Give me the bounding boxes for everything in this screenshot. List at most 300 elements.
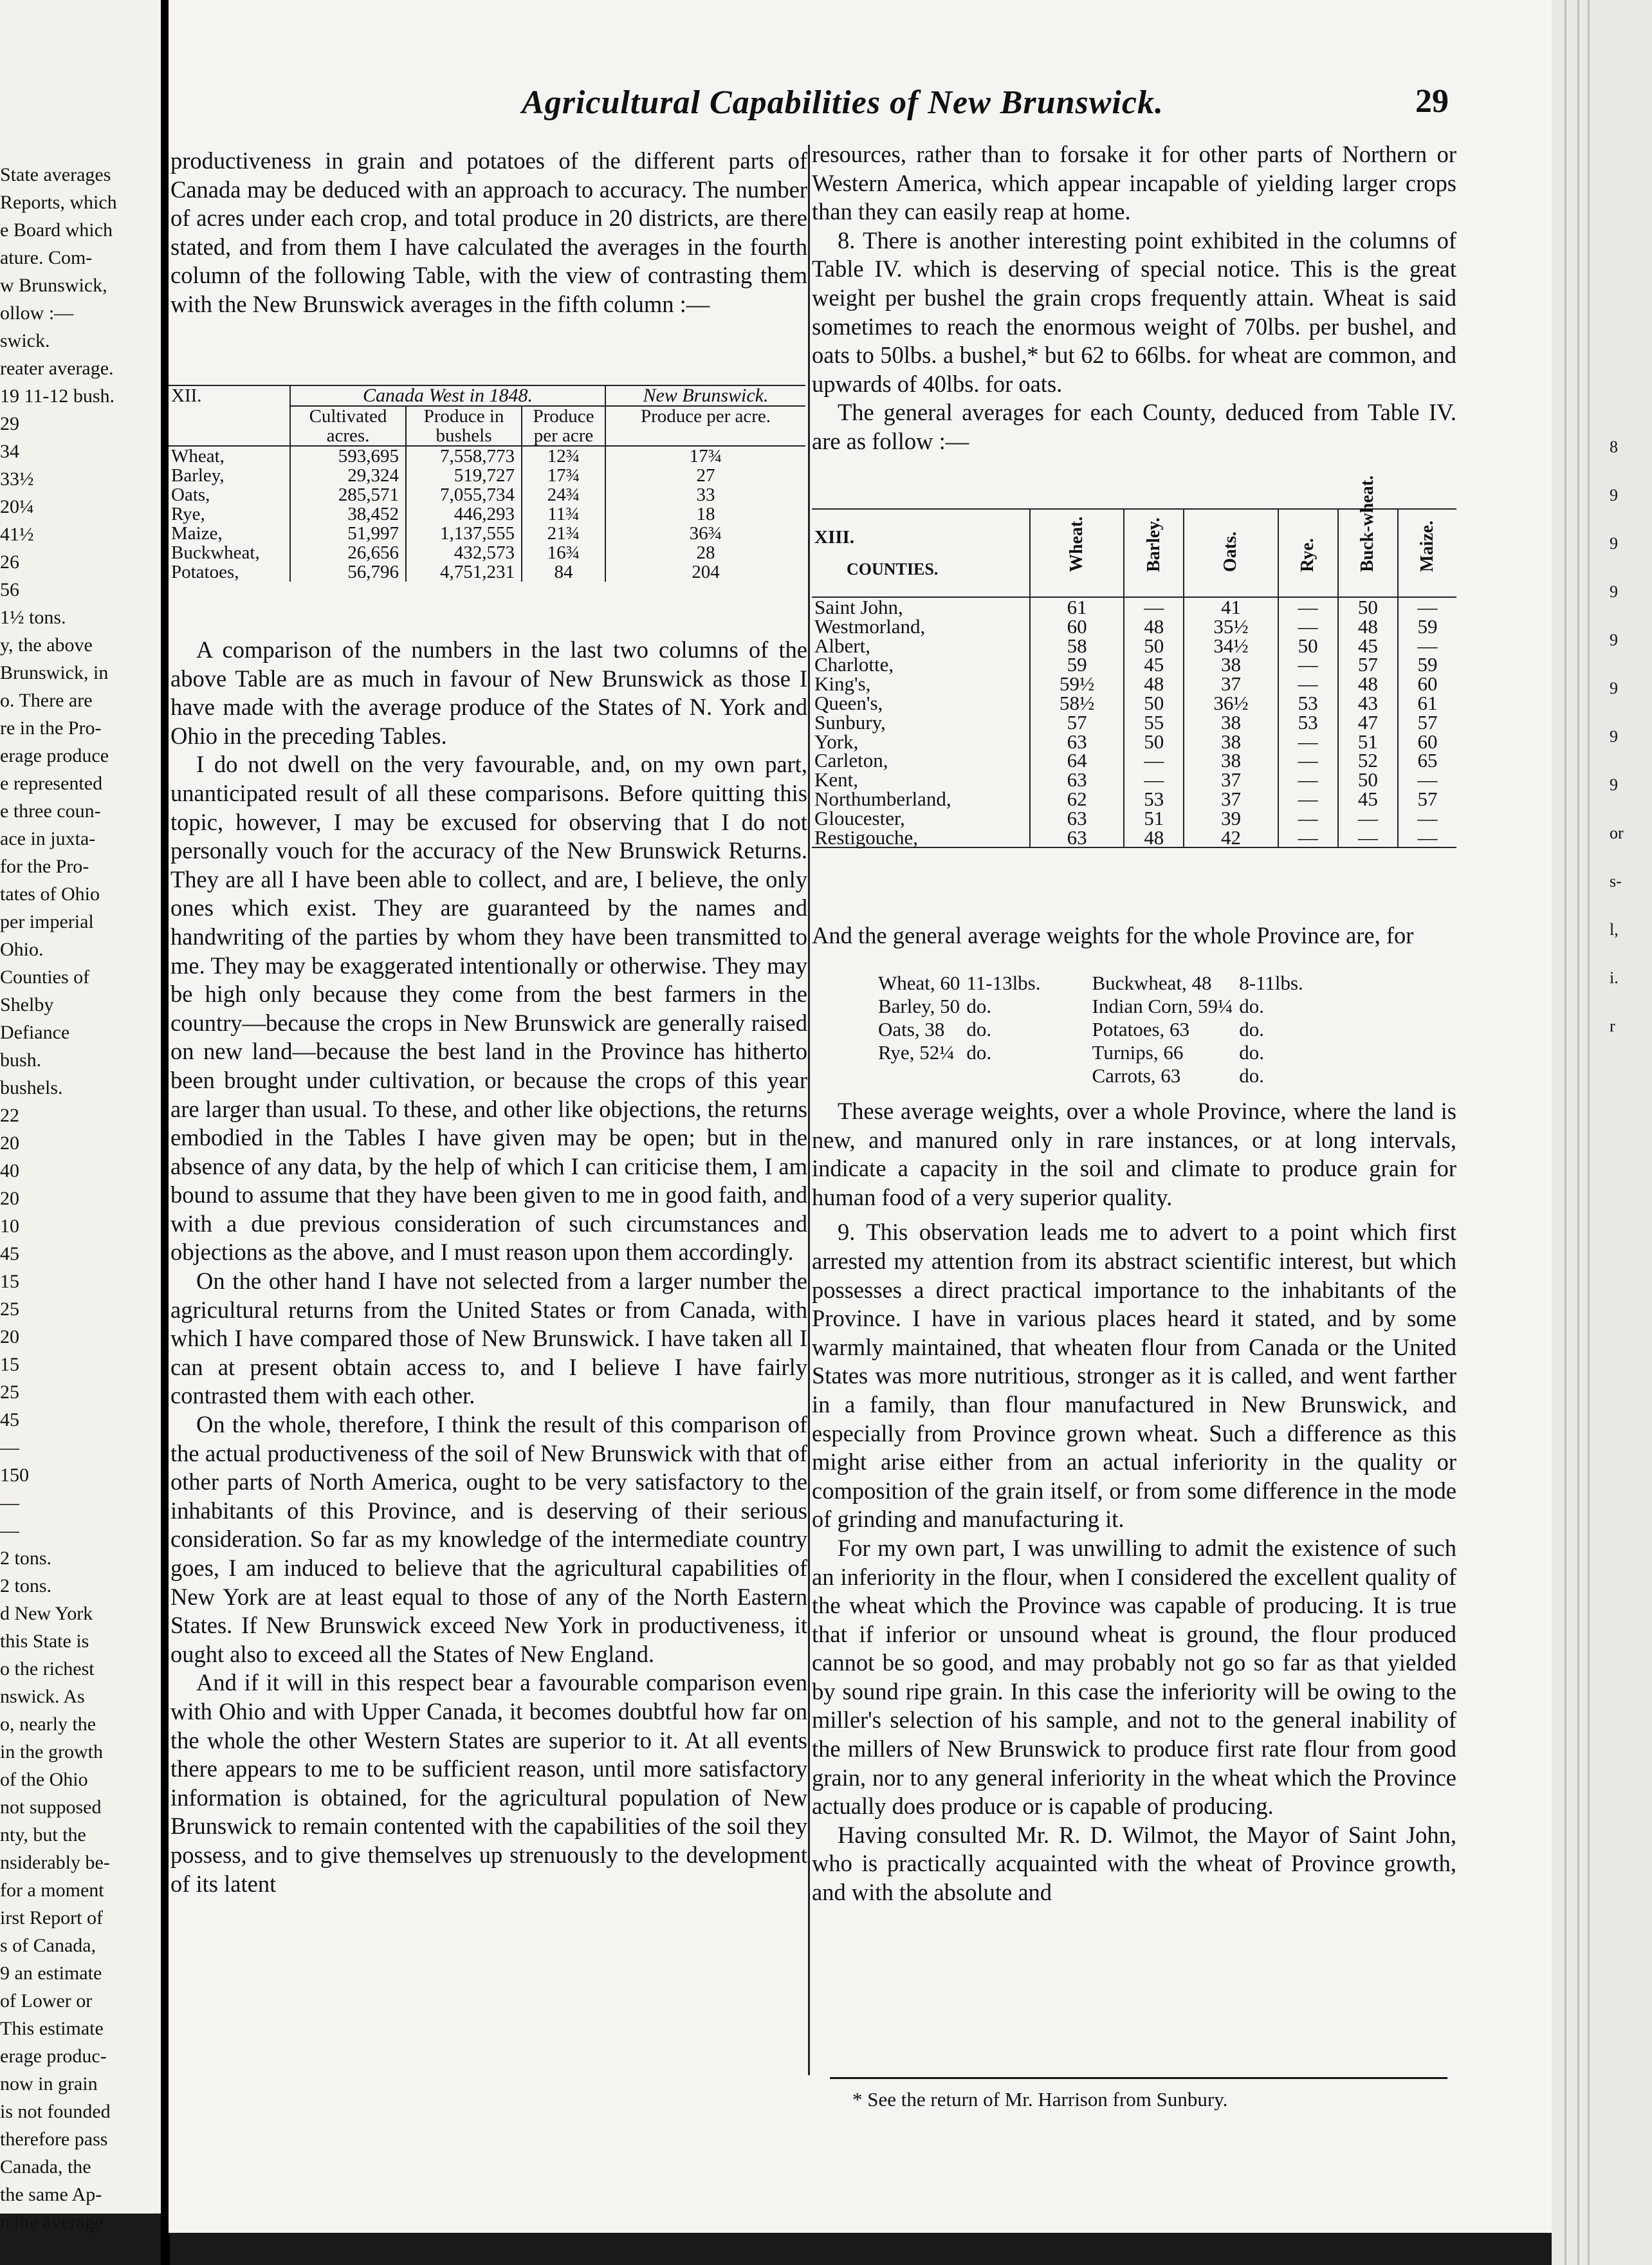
- table-cell: 57: [1338, 655, 1398, 674]
- table-cell: 36¾: [605, 524, 805, 543]
- facing-page-text: tates of Ohio: [0, 883, 100, 905]
- facing-page-text: 25: [0, 1382, 19, 1403]
- page-number: 29: [1415, 83, 1449, 120]
- edge-text: l,: [1610, 920, 1619, 939]
- column-left: [170, 147, 807, 319]
- table-cell-county: York,: [814, 730, 859, 753]
- table-cell: 446,293: [406, 504, 522, 524]
- table-cell: 63: [1030, 732, 1124, 752]
- weight-cell: do.: [966, 1018, 992, 1040]
- table-row: [169, 504, 805, 524]
- table-cell-county: Queen's,: [814, 691, 883, 714]
- table-cell: 48: [1124, 617, 1184, 636]
- table-cell: 58: [1030, 636, 1124, 656]
- table-cell: —: [1338, 828, 1398, 848]
- table-cell: 59½: [1030, 674, 1124, 694]
- paragraph: For my own part, I was unwilling to admit the existence of such an inferiority in the flour, when I considered the excellent quality of the wheat which the Province was capable of producing. It is true that if inferior or unsound wheat is ground, the flour produced cannot be so good, and may probably not go so far as that yielded by sound ripe grain. In this case the inferiority will be owing to the miller's selection of his sample, and not to the general inability of the millers of New Brunswick to produce first rate flour from good grain, nor to any general inferiority in the wheat which the Province actually does produce or is capable of producing.: [812, 1534, 1456, 1820]
- edge-text: or: [1610, 824, 1624, 842]
- column-right-lower: [812, 1097, 1456, 1907]
- page-edge-line: [1565, 0, 1566, 2265]
- table-row: [812, 790, 1456, 809]
- table-cell: 48: [1338, 674, 1398, 694]
- facing-page-text: o the richest: [0, 1658, 95, 1679]
- table-cell: 27: [605, 466, 805, 485]
- facing-page-text: 34: [0, 441, 19, 462]
- weight-row: [878, 1064, 1310, 1087]
- facing-page-text: e represented: [0, 773, 103, 794]
- table-cell: 53: [1278, 713, 1338, 732]
- facing-page-text: o, nearly the: [0, 1714, 96, 1735]
- table-cell-label: Buckwheat,: [171, 542, 260, 563]
- facing-page-text: nty, but the: [0, 1824, 86, 1845]
- paragraph: Having consulted Mr. R. D. Wilmot, the Mayor of Saint John, who is practically acquainted with the wheat of Province growth, and with the absolute and: [812, 1821, 1456, 1906]
- table-cell: 285,571: [290, 485, 406, 504]
- table-cell: 50: [1124, 732, 1184, 752]
- table-cell: 17¾: [605, 446, 805, 466]
- facing-page-text: erage produc-: [0, 2046, 107, 2067]
- paragraph: I do not dwell on the very favourable, and, on my own part, unanticipated result of all these comparisons. Before quitting this topic, however, I may be excused for observing that I do not personally vouch for the accuracy of the New Brunswick Returns. They are all I have been able to collect, and are, I believe, the only ones which exist. They are guaranteed by the names and handwriting of the parties by whom they have been transmitted to me. They may be exaggerated intentionally or otherwise. They may be high only because they come from the best farmers in the country—because the crops in New Brunswick are generally raised on new land—because the best land in the Province has hitherto been brought under cultivation, or because the crops of this year are larger than usual. To these, and other like objections, the returns embodied in the Tables I have given may be open; but in the absence of any data, by the help of which I can criticise them, I am bound to assume that they have been given to me in good faith, and with a due previous consideration of such circumstances and objections as the above, and I must reason upon them accordingly.: [170, 751, 807, 1266]
- paragraph: A comparison of the numbers in the last two columns of the above Table are as much in favour of New Brunswick as those I have made with the average produce of the States of N. York and Ohio in the preceding Tables.: [170, 636, 807, 749]
- table-cell: 35½: [1184, 617, 1278, 636]
- facing-page-text: ature. Com-: [0, 247, 93, 268]
- table-cell: —: [1398, 828, 1456, 848]
- paragraph: On the whole, therefore, I think the result of this comparison of the actual productiveness of the soil of New Brunswick with that of other parts of North America, ought to be very satisfactory to the inhabitants of this Province, and is deserving of their serious consideration. So far as my knowledge of the intermediate country goes, I am induced to believe that the agricultural capabilities of New York are at least equal to those of any of the North Eastern States. If New Brunswick exceed New York in productiveness, it ought also to exceed all the States of New England.: [170, 1411, 807, 1667]
- table-xii-group-nb: New Brunswick.: [605, 385, 805, 406]
- table-cell: 43: [1338, 694, 1398, 713]
- table-cell: 18: [605, 504, 805, 524]
- table-row: [812, 655, 1456, 674]
- table-cell-label: Oats,: [171, 485, 210, 505]
- table-cell: 21¾: [522, 524, 605, 543]
- table-cell: 52: [1338, 751, 1398, 770]
- facing-page-text: This estimate: [0, 2018, 104, 2039]
- table-cell: 50: [1278, 636, 1338, 656]
- table-cell-county: Westmorland,: [814, 615, 926, 638]
- weight-cell: Potatoes, 63: [1092, 1018, 1190, 1040]
- table-cell: 37: [1184, 674, 1278, 694]
- table-xiii-header: Oats.: [1220, 532, 1241, 572]
- weight-cell: Barley, 50: [878, 995, 960, 1017]
- edge-text: 9: [1610, 679, 1618, 698]
- column-left-continued: [170, 636, 807, 1898]
- table-cell: 53: [1278, 694, 1338, 713]
- table-row: [812, 597, 1456, 617]
- table-row: [169, 485, 805, 504]
- table-cell-label: Maize,: [171, 523, 223, 544]
- facing-page-text: 15: [0, 1271, 19, 1292]
- table-xiii-header: Buck-wheat.: [1357, 475, 1378, 572]
- table-xiii-counties-label: COUNTIES.: [847, 559, 939, 578]
- facing-page-text: Canada, the: [0, 2156, 91, 2177]
- table-xii-header: Produce per acre.: [605, 406, 805, 446]
- facing-page-fragment: [0, 0, 161, 2233]
- paragraph: resources, rather than to forsake it for other parts of Northern or Western America, which appear incapable of yielding larger crops than they can easily reap at home.: [812, 141, 1456, 225]
- paragraph: 9. This observation leads me to advert to a point which first arrested my attention from its abstract scientific interest, but which possesses a direct practical importance to the inhabitants of the Province. I have in various places heard it stated, and by some warmly maintained, that wheaten flour from Canada or the United States was more nutritious, stronger as it is called, and went farther in a family, than flour manufactured in New Brunswick, and especially from Province grown wheat. Such a difference as this might arise either from an actual inferiority in the quality or composition of the grain itself, or from some difference in the mode of grinding and manufacturing it.: [812, 1219, 1456, 1533]
- facing-page-text: Shelby: [0, 994, 54, 1015]
- facing-page-text: 20: [0, 1326, 19, 1347]
- table-cell: 60: [1398, 732, 1456, 752]
- table-cell-county: Restigouche,: [814, 826, 918, 849]
- table-cell: 65: [1398, 751, 1456, 770]
- facing-page-text: Defiance: [0, 1022, 70, 1043]
- facing-page-text: this State is: [0, 1631, 89, 1652]
- table-xiii-number: XIII.: [814, 526, 855, 548]
- facing-page-text: 26: [0, 551, 19, 573]
- table-cell: —: [1124, 770, 1184, 790]
- table-cell: 61: [1030, 597, 1124, 617]
- table-cell-county: Gloucester,: [814, 806, 905, 829]
- table-row: [812, 674, 1456, 694]
- table-cell: —: [1398, 770, 1456, 790]
- table-cell: —: [1338, 809, 1398, 828]
- facing-page-text: not supposed: [0, 1797, 102, 1818]
- table-row: [169, 543, 805, 562]
- facing-page-text: erage produce: [0, 745, 109, 766]
- table-cell: 24¾: [522, 485, 605, 504]
- facing-page-text: State averages: [0, 164, 111, 185]
- weight-cell: [966, 1064, 1047, 1087]
- table-cell: 55: [1124, 713, 1184, 732]
- average-weights-list: [878, 972, 1310, 1087]
- footnote: * See the return of Mr. Harrison from Sunbury.: [852, 2088, 1228, 2111]
- table-cell: 36½: [1184, 694, 1278, 713]
- table-cell: —: [1398, 809, 1456, 828]
- facing-page-text: of the Ohio: [0, 1769, 88, 1790]
- facing-page-text: bush.: [0, 1049, 42, 1071]
- facing-page-text: 150: [0, 1465, 29, 1486]
- table-cell: 63: [1030, 828, 1124, 848]
- table-cell: —: [1278, 655, 1338, 674]
- facing-page-text: e Board which: [0, 219, 113, 241]
- table-cell: 47: [1338, 713, 1398, 732]
- table-cell-county: King's,: [814, 672, 871, 696]
- table-cell: —: [1124, 751, 1184, 770]
- facing-page-text: y, the above: [0, 634, 93, 656]
- table-cell: 60: [1398, 674, 1456, 694]
- table-cell: 57: [1398, 713, 1456, 732]
- facing-page-text: the same Ap-: [0, 2184, 102, 2205]
- weight-cell: 11-13lbs.: [966, 972, 1041, 994]
- facing-page-text: Reports, which: [0, 192, 117, 213]
- table-cell: 48: [1338, 617, 1398, 636]
- facing-page-text: 2 tons.: [0, 1575, 52, 1596]
- paragraph: And if it will in this respect bear a favourable comparison even with Ohio and with Upper Canada, it becomes doubtful how far on the whole the other Western States are superior to it. At all events there appears to me to be sufficient reason, until more satisfactory information is obtained, for the agricultural population of New Brunswick to remain contented with the capabilities of the soil they possess, and to give themselves up strenuously to the development of its latent: [170, 1669, 807, 1897]
- facing-page-text: 9 an estimate: [0, 1963, 102, 1984]
- table-cell-label: Rye,: [171, 504, 205, 524]
- table-cell: 1,137,555: [406, 524, 522, 543]
- facing-page-text: 20¼: [0, 496, 34, 517]
- weight-cell: do.: [1239, 995, 1264, 1017]
- table-cell: —: [1278, 732, 1338, 752]
- facing-page-text: 41½: [0, 524, 34, 545]
- facing-page-text: bushels.: [0, 1077, 63, 1098]
- table-cell: 519,727: [406, 466, 522, 485]
- edge-text: 9: [1610, 727, 1618, 746]
- facing-page-text: 22: [0, 1105, 19, 1126]
- table-cell: 38: [1184, 751, 1278, 770]
- paragraph: 8. There is another interesting point exhibited in the columns of Table IV. which is deserving of special notice. This is the great weight per bushel the grain crops frequently attain. Wheat is said sometimes to reach the enormous weight of 70lbs. per bushel, and oats to 50lbs. a bushel,* but 62 to 66lbs. for wheat are common, and upwards of 40lbs. for oats.: [812, 226, 1456, 397]
- table-cell: —: [1278, 751, 1338, 770]
- facing-page-text: of Lower or: [0, 1990, 93, 2011]
- table-cell: 17¾: [522, 466, 605, 485]
- table-cell: 60: [1030, 617, 1124, 636]
- facing-page-text: —: [0, 1437, 19, 1458]
- table-cell: —: [1124, 597, 1184, 617]
- table-cell: —: [1278, 617, 1338, 636]
- facing-page-text: 56: [0, 579, 19, 600]
- page-edge-line: [1577, 0, 1579, 2265]
- facing-page-text: d New York: [0, 1603, 93, 1624]
- table-cell: 84: [522, 562, 605, 582]
- footnote-rule: [830, 2077, 1447, 2079]
- table-cell: 28: [605, 543, 805, 562]
- weight-cell: do.: [1239, 1064, 1264, 1087]
- table-cell: 45: [1124, 655, 1184, 674]
- table-cell: 48: [1124, 674, 1184, 694]
- facing-page-text: —: [0, 1492, 19, 1513]
- table-cell: 62: [1030, 790, 1124, 809]
- facing-page-text: n the average: [0, 2212, 103, 2233]
- table-cell: —: [1278, 597, 1338, 617]
- edge-text: 9: [1610, 534, 1618, 553]
- table-xiii-header: Wheat.: [1067, 516, 1087, 572]
- table-cell: 57: [1398, 790, 1456, 809]
- facing-page-text: 45: [0, 1409, 19, 1430]
- facing-page-text: 20: [0, 1188, 19, 1209]
- facing-page-text: o. There are: [0, 690, 93, 711]
- table-cell: 51,997: [290, 524, 406, 543]
- facing-page-text: 33½: [0, 468, 34, 490]
- weight-cell: do.: [1239, 1041, 1264, 1064]
- paragraph: These average weights, over a whole Province, where the land is new, and manured only in rare instances, or at long intervals, indicate a capacity in the soil and climate to produce grain for human food of a very superior quality.: [812, 1098, 1456, 1210]
- facing-page-text: —: [0, 1520, 19, 1541]
- table-row: [812, 713, 1456, 732]
- weight-row: [878, 995, 1310, 1018]
- facing-page-text: 2 tons.: [0, 1548, 52, 1569]
- table-cell: 12¾: [522, 446, 605, 466]
- table-cell: 7,558,773: [406, 446, 522, 466]
- facing-page-text: 25: [0, 1299, 19, 1320]
- table-row: [169, 446, 805, 466]
- table-row: [169, 562, 805, 582]
- column-right: [812, 140, 1456, 456]
- facing-page-text: s of Canada,: [0, 1935, 96, 1956]
- table-cell-county: Charlotte,: [814, 653, 894, 676]
- table-row: [812, 770, 1456, 790]
- table-cell: 45: [1338, 790, 1398, 809]
- weight-cell: Rye, 52¼: [878, 1041, 955, 1064]
- edge-text: 9: [1610, 486, 1618, 504]
- table-cell: 39: [1184, 809, 1278, 828]
- table-row: [812, 694, 1456, 713]
- table-cell: 56,796: [290, 562, 406, 582]
- weight-row: [878, 972, 1310, 995]
- table-cell: 38: [1184, 655, 1278, 674]
- edge-text: 9: [1610, 631, 1618, 649]
- facing-page-text: irst Report of: [0, 1907, 103, 1928]
- edge-text: r: [1610, 1017, 1615, 1035]
- table-cell: 33: [605, 485, 805, 504]
- table-cell: —: [1278, 809, 1338, 828]
- facing-page-text: e three coun-: [0, 800, 101, 822]
- table-xii: [169, 385, 805, 582]
- facing-page-text: 40: [0, 1160, 19, 1181]
- table-cell-county: Carleton,: [814, 749, 888, 772]
- table-cell: —: [1398, 597, 1456, 617]
- table-cell: 34½: [1184, 636, 1278, 656]
- table-xii-header: Produce in bushels: [406, 406, 522, 446]
- facing-page-text: ace in juxta-: [0, 828, 96, 849]
- table-row: [169, 524, 805, 543]
- table-cell-label: Barley,: [171, 465, 225, 486]
- table-cell: 4,751,231: [406, 562, 522, 582]
- facing-page-text: Brunswick, in: [0, 662, 109, 683]
- table-cell-label: Potatoes,: [171, 562, 239, 582]
- table-cell: 53: [1124, 790, 1184, 809]
- table-cell: 26,656: [290, 543, 406, 562]
- facing-page-text: nsiderably be-: [0, 1852, 110, 1873]
- table-cell: 42: [1184, 828, 1278, 848]
- facing-page-text: 19 11-12 bush.: [0, 385, 115, 407]
- weight-cell: Wheat, 60: [878, 972, 960, 994]
- table-cell: 57: [1030, 713, 1124, 732]
- table-cell: 7,055,734: [406, 485, 522, 504]
- facing-page-text: ollow :—: [0, 302, 74, 324]
- table-cell: —: [1278, 828, 1338, 848]
- table-cell: —: [1278, 790, 1338, 809]
- weight-cell: do.: [966, 995, 992, 1017]
- table-cell: 204: [605, 562, 805, 582]
- facing-page-text: for the Pro-: [0, 856, 89, 877]
- page-edge-line: [1588, 0, 1590, 2265]
- facing-page-text: therefore pass: [0, 2129, 108, 2150]
- table-cell: 61: [1398, 694, 1456, 713]
- running-head: Agricultural Capabilities of New Brunswick.: [522, 84, 1164, 121]
- table-cell-county: Kent,: [814, 768, 859, 791]
- table-row: [812, 751, 1456, 770]
- facing-page-text: reater average.: [0, 358, 114, 379]
- weight-cell: do.: [1239, 1018, 1264, 1040]
- table-cell: 63: [1030, 770, 1124, 790]
- table-cell-county: Albert,: [814, 634, 870, 657]
- table-cell: 59: [1398, 655, 1456, 674]
- table-cell: 64: [1030, 751, 1124, 770]
- table-cell: —: [1278, 770, 1338, 790]
- table-row: [169, 466, 805, 485]
- facing-page-text: for a moment: [0, 1880, 104, 1901]
- edge-text: 9: [1610, 582, 1618, 601]
- column-divider: [808, 145, 810, 2075]
- table-xii-number: XII.: [171, 385, 202, 406]
- column-right-mid: [812, 921, 1456, 950]
- facing-page-text: now in grain: [0, 2073, 98, 2094]
- weight-cell: Carrots, 63: [1092, 1064, 1181, 1087]
- facing-page-text: in the growth: [0, 1741, 103, 1762]
- table-xii-header: Cultivated acres.: [290, 406, 406, 446]
- table-cell: 59: [1030, 655, 1124, 674]
- table-cell: 63: [1030, 809, 1124, 828]
- table-row: [812, 617, 1456, 636]
- weight-row: [878, 1018, 1310, 1041]
- facing-page-text: 45: [0, 1243, 19, 1264]
- edge-text: s-: [1610, 872, 1622, 891]
- edge-text: i.: [1610, 968, 1619, 987]
- table-cell: 50: [1338, 770, 1398, 790]
- paragraph: And the general average weights for the whole Province are, for: [812, 922, 1414, 948]
- table-cell: 50: [1338, 597, 1398, 617]
- table-xii-header: Produce per acre: [522, 406, 605, 446]
- table-cell: 29,324: [290, 466, 406, 485]
- table-cell: 50: [1124, 694, 1184, 713]
- table-cell: 58½: [1030, 694, 1124, 713]
- table-cell: 51: [1124, 809, 1184, 828]
- weight-cell: do.: [966, 1041, 992, 1064]
- facing-page-text: 29: [0, 413, 19, 434]
- table-cell: 37: [1184, 790, 1278, 809]
- table-cell: 50: [1124, 636, 1184, 656]
- table-row: [812, 809, 1456, 828]
- table-xii-group-canada: Canada West in 1848.: [290, 385, 605, 406]
- table-row: [812, 636, 1456, 656]
- facing-page-text: Counties of: [0, 966, 90, 988]
- table-row: [812, 828, 1456, 848]
- facing-page-text: Ohio.: [0, 939, 44, 960]
- table-xiii-header: Maize.: [1417, 520, 1437, 572]
- paragraph: On the other hand I have not selected from a larger number the agricultural returns from the United States or from Canada, with which I have compared those of New Brunswick. I have taken all I can at present obtain access to, and I believe I have fairly contrasted them with each other.: [170, 1268, 807, 1409]
- facing-page-text: nswick. As: [0, 1686, 85, 1707]
- table-cell: 593,695: [290, 446, 406, 466]
- weight-cell: Indian Corn, 59¼: [1092, 995, 1233, 1017]
- page-edge-strip: [1552, 0, 1652, 2265]
- table-xiii-header: Barley.: [1143, 517, 1164, 572]
- table-xiii-header: Rye.: [1298, 538, 1318, 572]
- table-cell-county: Northumberland,: [814, 787, 951, 810]
- facing-page-text: per imperial: [0, 911, 94, 932]
- table-cell: 59: [1398, 617, 1456, 636]
- table-cell: 48: [1124, 828, 1184, 848]
- table-cell: 51: [1338, 732, 1398, 752]
- paragraph-intro: productiveness in grain and potatoes of the different parts of Canada may be deduced with an approach to accuracy. The number of acres under each crop, and total produce in 20 districts, are there stated, and from them I have calculated the averages in the fourth column of the following Table, with the view of contrasting them with the New Brunswick averages in the fifth column :—: [170, 147, 807, 317]
- table-cell: 11¾: [522, 504, 605, 524]
- weight-cell: Oats, 38: [878, 1018, 945, 1040]
- table-cell: 38,452: [290, 504, 406, 524]
- weight-cell: Buckwheat, 48: [1092, 972, 1212, 994]
- facing-page-text: 10: [0, 1216, 19, 1237]
- facing-page-text: 1½ tons.: [0, 607, 66, 628]
- table-cell: 38: [1184, 732, 1278, 752]
- table-row: [812, 732, 1456, 752]
- weight-cell: [878, 1064, 966, 1087]
- table-cell-label: Wheat,: [171, 446, 225, 467]
- facing-page-text: is not founded: [0, 2101, 111, 2122]
- facing-page-text: w Brunswick,: [0, 275, 107, 296]
- table-cell: 37: [1184, 770, 1278, 790]
- table-cell-county: Saint John,: [814, 596, 903, 618]
- facing-page-text: swick.: [0, 330, 50, 351]
- weight-cell: 8-11lbs.: [1239, 972, 1303, 994]
- facing-page-text: re in the Pro-: [0, 717, 102, 739]
- table-cell: 432,573: [406, 543, 522, 562]
- table-cell: 45: [1338, 636, 1398, 656]
- edge-text: 9: [1610, 775, 1618, 794]
- weight-cell: Turnips, 66: [1092, 1041, 1184, 1064]
- facing-page-text: 15: [0, 1354, 19, 1375]
- table-cell: —: [1398, 636, 1456, 656]
- paragraph: The general averages for each County, deduced from Table IV. are as follow :—: [812, 399, 1456, 454]
- table-cell: 16¾: [522, 543, 605, 562]
- table-cell: 41: [1184, 597, 1278, 617]
- table-cell-county: Sunbury,: [814, 710, 886, 734]
